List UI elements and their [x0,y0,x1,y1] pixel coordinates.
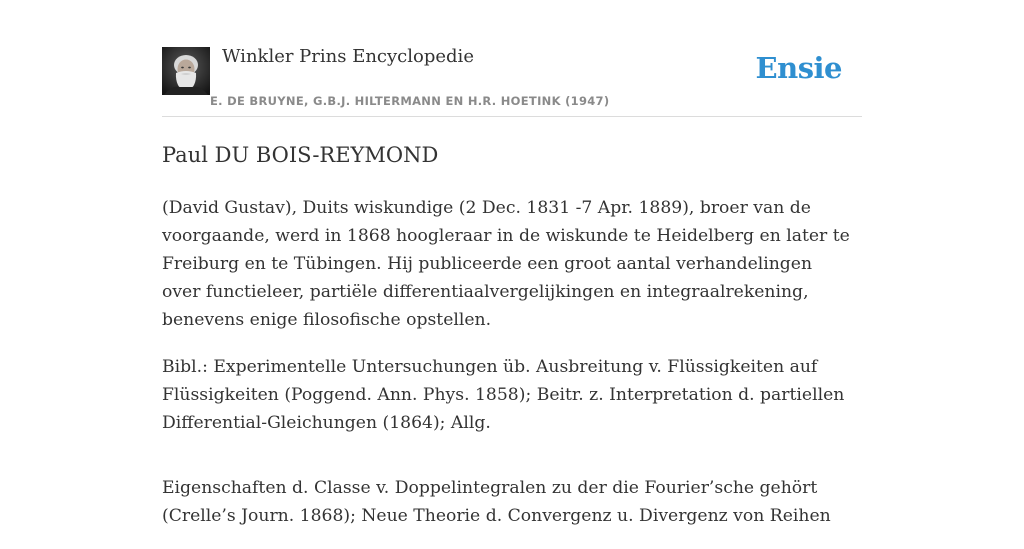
brand-logo[interactable]: Ensie [755,51,842,85]
authors-line: E. DE BRUYNE, G.B.J. HILTERMANN EN H.R. HOETINK (1947) [210,94,610,108]
article [162,140,852,549]
bibliography-paragraph: Bibl.: Experimentelle Untersuchungen üb. Ausbreitung v. Flüssigkeiten auf Flüssigkeiten (Poggend. Ann. Phys. 1858); Beitr. z. Interpretation d. partiellen Differential-Gleichungen (1864); Allg. [162,357,845,433]
bearded-man-portrait-icon [162,47,210,95]
article-title: Paul DU BOIS-REYMOND [162,143,439,167]
article-paragraph: (David Gustav), Duits wiskundige (2 Dec. 1831 -7 Apr. 1889), broer van de voorgaande, werd in 1868 hoogleraar in de wiskunde te Heidelberg en later te Freiburg en te Tübingen. Hij publiceerde een groot aantal verhandelingen over functieleer, partiële differentiaalvergelijkingen en integraalrekening, benevens enige filosofische opstellen. [162,198,850,330]
bibliography-paragraph-continued: Eigenschaften d. Classe v. Doppelintegralen zu der die Fourier’sche gehört (Crelle’s Journ. 1868); Neue Theorie d. Convergenz u. Divergenz von Reihen [162,478,831,526]
site-title[interactable]: Winkler Prins Encyclopedie [222,46,474,67]
avatar[interactable] [162,47,210,95]
site-header [162,0,862,117]
